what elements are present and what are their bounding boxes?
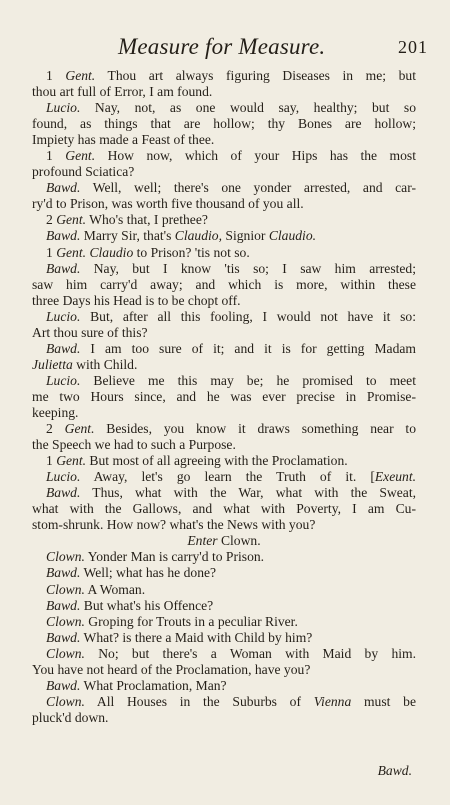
catchword: Bawd. [377, 762, 412, 778]
italic-text: Bawd. [46, 228, 81, 244]
text-line [32, 132, 416, 148]
text-run: I am too sure of it; and it is for getting Madam [80, 340, 416, 356]
page-number: 201 [398, 37, 428, 57]
text-run: Groping for Trouts in a peculiar River. [84, 613, 298, 629]
text-run: 2 [46, 421, 65, 437]
text-run: Thus, what with the War, what with the Sweat, [80, 485, 416, 501]
italic-text: Lucio. [46, 469, 81, 485]
text-line [32, 325, 416, 341]
text-line [32, 148, 416, 164]
italic-text: Julietta [32, 356, 73, 372]
text-line [32, 646, 416, 662]
page-header [0, 34, 450, 60]
italic-text: Clown. [46, 645, 85, 661]
text-line [32, 341, 416, 357]
running-title: Measure for Measure. [118, 34, 326, 59]
italic-text: Bawd. [46, 180, 81, 196]
text-run: Away, let's go learn the Truth of it. [ [80, 469, 375, 485]
text-run: Nay, not, as one would say, healthy; but so [80, 100, 416, 116]
text-run: Signior [222, 228, 269, 244]
italic-text: Bawd. [46, 565, 81, 581]
text-line [32, 630, 416, 646]
italic-text: Clown. [46, 693, 85, 709]
italic-text: Lucio. [46, 100, 81, 116]
text-run: No; but there's a Woman with Maid by him. [84, 645, 416, 661]
italic-text: Exeunt. [374, 469, 416, 485]
text-run: Who's that, I prethee? [86, 212, 208, 228]
text-run: ry'd to Prison, was worth five thousand of you all. [32, 196, 304, 212]
text-line [32, 84, 416, 100]
text-line [32, 485, 416, 501]
text-line [32, 180, 416, 196]
italic-text: Bawd. [46, 629, 81, 645]
italic-text: Gent. [56, 212, 87, 228]
italic-text: Claudio [89, 244, 134, 260]
italic-text: Gent. [64, 421, 95, 437]
text-run: three Days his Head is to be chopt off. [32, 292, 241, 308]
italic-text: Gent. [56, 453, 87, 469]
text-line [32, 100, 416, 116]
italic-text: Lucio. [46, 372, 81, 388]
text-run: stom-shrunk. How now? what's the News with you? [32, 517, 316, 533]
text-run: But, after all this fooling, I would not have it so: [80, 308, 416, 324]
text-line [32, 662, 416, 678]
text-line [32, 196, 416, 212]
italic-text: Claudio. [268, 228, 317, 244]
text-line [32, 293, 416, 309]
italic-text: Bawd. [46, 485, 81, 501]
text-line [32, 710, 416, 726]
text-run: What? is there a Maid with Child by him? [80, 629, 313, 645]
text-run: with Child. [72, 356, 138, 372]
text-run: 1 [46, 148, 66, 164]
text-line [32, 517, 416, 533]
text-line [32, 565, 416, 581]
text-run: Well; what has he done? [80, 565, 217, 581]
italic-text: Vienna [313, 693, 352, 709]
italic-text: Clown. [46, 549, 85, 565]
italic-text: Gent. [65, 68, 96, 83]
text-run: Believe me this may be; he promised to meet [80, 372, 416, 388]
text-line [32, 68, 416, 84]
text-line [32, 309, 416, 325]
text-run: 2 [46, 212, 57, 228]
text-line [32, 116, 416, 132]
text-line [32, 598, 416, 614]
text-line [32, 277, 416, 293]
italic-text: Clown. [46, 613, 85, 629]
text-line [32, 373, 416, 389]
text-line [32, 212, 416, 228]
text-line [32, 437, 416, 453]
text-run: Besides, you know it draws something near to [94, 421, 417, 437]
text-line [32, 389, 416, 405]
text-run: What Proclamation, Man? [80, 677, 227, 693]
text-run: How now, which of your Hips has the most [95, 148, 416, 164]
text-line [32, 533, 416, 549]
text-run: Marry Sir, that's [80, 228, 175, 244]
text-line [32, 164, 416, 180]
text-run: profound Sciatica? [32, 164, 135, 180]
italic-text: Lucio. [46, 308, 81, 324]
text-run: 1 [46, 244, 57, 260]
text-run: to Prison? 'tis not so. [133, 244, 250, 260]
text-line [32, 228, 416, 244]
text-line [32, 469, 416, 485]
text-line [32, 501, 416, 517]
text-run: the Speech we had to such a Purpose. [32, 437, 236, 453]
text-line [32, 549, 416, 565]
italic-text: Claudio, [174, 228, 222, 244]
text-run: You have not heard of the Proclamation, have you? [32, 661, 311, 677]
text-line [32, 357, 416, 373]
text-run: thou art full of Error, I am found. [32, 84, 213, 100]
text-line [32, 453, 416, 469]
text-run: Thou art always figuring Diseases in me; but [95, 68, 416, 83]
text-run: saw him carry'd away; and which is more, within these [32, 276, 416, 292]
text-line [32, 261, 416, 277]
italic-text: Bawd. [46, 677, 81, 693]
text-line [32, 694, 416, 710]
text-run: Clown. [217, 533, 261, 549]
text-run: pluck'd down. [32, 709, 109, 725]
text-run: found, as things that are hollow; thy Bones are hollow; [32, 116, 416, 132]
play-text [32, 68, 416, 726]
text-run: All Houses in the Suburbs of [84, 693, 314, 709]
italic-text: Gent. [65, 148, 96, 164]
italic-text: Bawd. [46, 340, 81, 356]
text-run: what with the Gallows, and what with Poverty, I am Cu- [32, 501, 416, 517]
text-run: Art thou sure of this? [32, 324, 148, 340]
text-run: Impiety has made a Feast of thee. [32, 132, 215, 148]
footer [32, 755, 416, 779]
text-line [32, 614, 416, 630]
text-run: 1 [46, 68, 66, 83]
text-run: But most of all agreeing with the Proclamation. [86, 453, 348, 469]
text-run: But what's his Offence? [80, 597, 214, 613]
text-line [32, 582, 416, 598]
text-line [32, 678, 416, 694]
italic-text: Bawd. [46, 260, 81, 276]
text-line [32, 245, 416, 261]
text-run: 1 [46, 453, 57, 469]
italic-text: Clown. [46, 581, 85, 597]
italic-text: Gent. [56, 244, 87, 260]
text-line [32, 421, 416, 437]
text-run: must be [351, 693, 416, 709]
text-run: me two Hours since, and he was ever precise in Promise- [32, 388, 416, 404]
text-run: Well, well; there's one yonder arrested, and car- [80, 180, 416, 196]
text-run: Nay, but I know 'tis so; I saw him arrested; [80, 260, 416, 276]
text-run: Yonder Man is carry'd to Prison. [84, 549, 265, 565]
italic-text: Enter [187, 533, 218, 549]
text-run: A Woman. [84, 581, 146, 597]
italic-text: Bawd. [46, 597, 81, 613]
text-line [32, 405, 416, 421]
text-run: keeping. [32, 404, 79, 420]
